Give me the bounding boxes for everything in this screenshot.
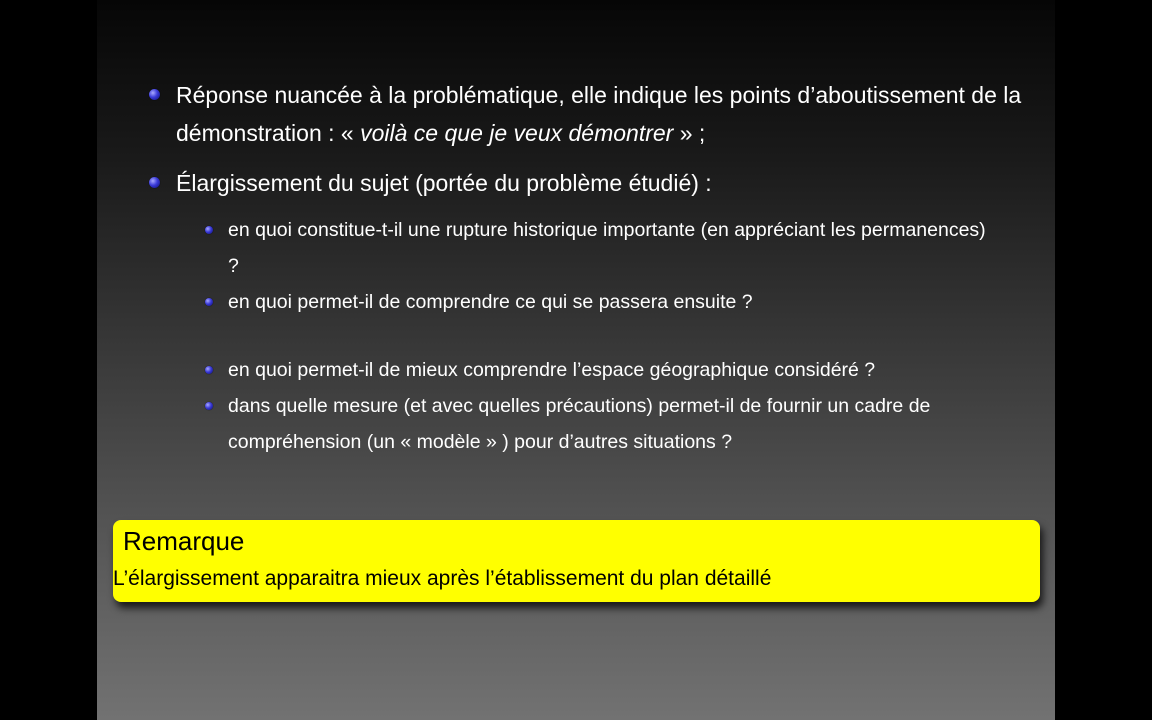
bullet-text: [176, 82, 1021, 146]
sub-bullet-item-ensuite: [228, 284, 998, 320]
sphere-bullet-icon: [149, 177, 160, 188]
sub-bullet-text: dans quelle mesure (et avec quelles précautions) permet-il de fournir un cadre de compréhension (un « modèle » ) pour d’autres situations ?: [228, 395, 931, 453]
sub-bullet-item-espace: [228, 352, 998, 388]
sub-bullet-item-modele: [228, 388, 998, 460]
sphere-bullet-icon: [205, 366, 213, 374]
sub-bullet-item-rupture: [228, 212, 998, 284]
bullet-text: Élargissement du sujet (portée du problème étudié) :: [176, 170, 712, 196]
bullet-text-part: Réponse nuancée à la problématique, elle indique les points d’aboutissement de la démonstration : «: [176, 82, 1022, 146]
sub-bullet-text: en quoi permet-il de comprendre ce qui se passera ensuite ?: [228, 291, 753, 313]
slide: [97, 0, 1055, 720]
bullet-item-response: [176, 76, 1036, 152]
bullet-item-elargissement: [176, 164, 1036, 202]
sphere-bullet-icon: [149, 89, 160, 100]
remark-title: Remarque: [123, 526, 245, 556]
sub-bullet-text: en quoi permet-il de mieux comprendre l’espace géographique considéré ?: [228, 359, 876, 381]
sphere-bullet-icon: [205, 298, 213, 306]
sphere-bullet-icon: [205, 402, 213, 410]
bullet-text-part: » ;: [673, 120, 706, 146]
sub-bullet-text: en quoi constitue-t-il une rupture historique importante (en appréciant les permanences) ?: [228, 219, 986, 277]
remark-box: [113, 520, 1040, 602]
bullet-text-italic: voilà ce que je veux démontrer: [360, 120, 674, 146]
sphere-bullet-icon: [205, 226, 213, 234]
remark-body: L’élargissement apparaitra mieux après l’établissement du plan détaillé: [113, 567, 772, 590]
